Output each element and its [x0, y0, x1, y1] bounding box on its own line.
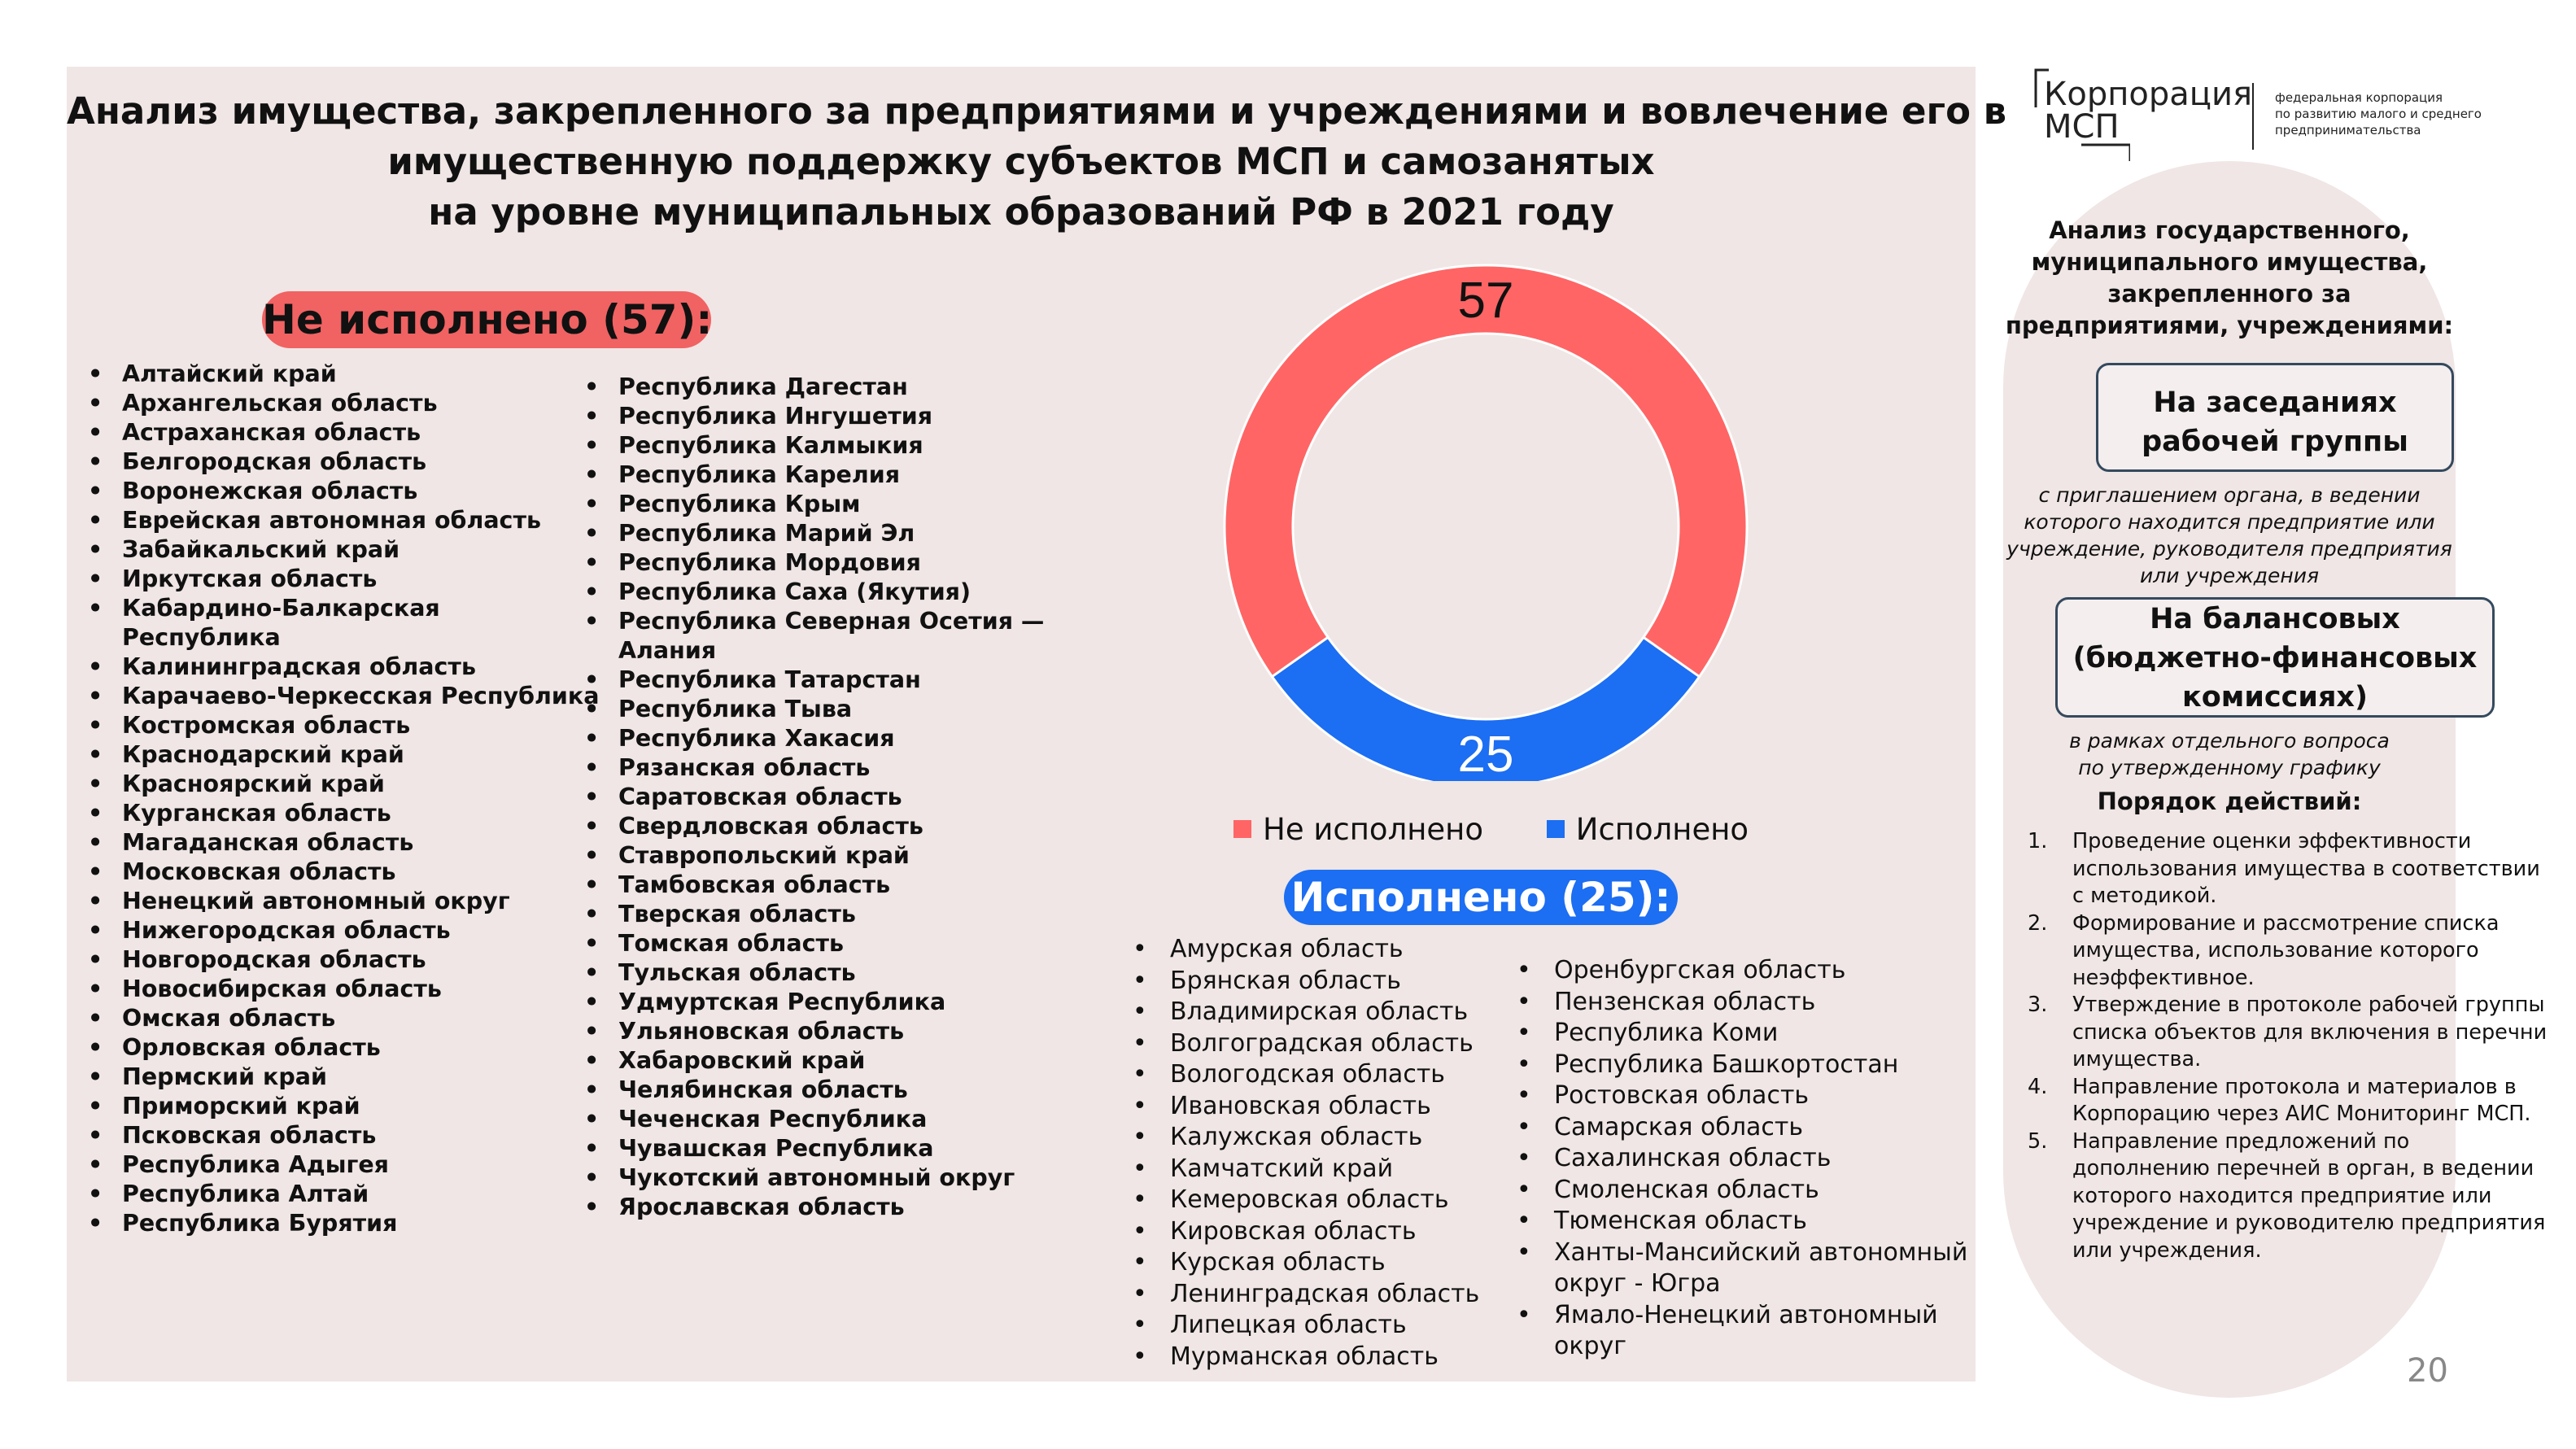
- logo-text: Корпорация МСП: [2044, 76, 2253, 146]
- region-list-item: • Пензенская область: [1517, 987, 1967, 1019]
- region-list-item: • Республика Бурятия: [86, 1209, 599, 1238]
- region-list-item: • Кабардино-Балкарская Республика: [86, 594, 599, 652]
- legend-item-not-done: Не исполнено: [1233, 812, 1483, 847]
- region-list-item: • Самарская область: [1517, 1112, 1967, 1144]
- region-list-item: • Республика Тыва: [583, 695, 1044, 724]
- region-list-item: • Томская область: [583, 929, 1044, 958]
- step-number: 3.: [2028, 993, 2048, 1017]
- donut-label-not-done: 57: [1457, 273, 1514, 329]
- step-number: 1.: [2028, 829, 2048, 853]
- region-list-item: • Владимирская область: [1133, 997, 1479, 1028]
- not-done-list-col1: [86, 360, 599, 1238]
- step-text: Направление предложений по дополнению перечней в орган, в ведении которого находится предприятие или учреждение и руководителю предприятия или учреждения.: [2072, 1128, 2546, 1263]
- region-list-item: • Республика Татарстан: [583, 666, 1044, 695]
- region-list-item: • Республика Марий Эл: [583, 519, 1044, 548]
- region-list-item: • Тамбовская область: [583, 871, 1044, 900]
- region-list-item: • Карачаево-Черкесская Республика: [86, 682, 599, 711]
- region-list-item: • Ставропольский край: [583, 841, 1044, 871]
- region-list-item: • Иркутская область: [86, 565, 599, 594]
- region-list-item: • Чувашская Республика: [583, 1134, 1044, 1163]
- region-list-item: • Чукотский автономный округ: [583, 1163, 1044, 1193]
- region-list-item: • Удмуртская Республика: [583, 988, 1044, 1017]
- legend-item-done: Исполнено: [1547, 812, 1749, 847]
- region-list-item: • Рязанская область: [583, 753, 1044, 783]
- region-list-item: • Калужская область: [1133, 1122, 1479, 1154]
- region-list-item: • Республика Ингушетия: [583, 402, 1044, 431]
- order-title: Порядок действий:: [2097, 788, 2362, 815]
- region-list-item: • Омская область: [86, 1004, 599, 1033]
- region-list-item: • Костромская область: [86, 711, 599, 740]
- action-step: [2028, 1128, 2548, 1265]
- region-list-item: • Ивановская область: [1133, 1091, 1479, 1123]
- action-step: [2028, 828, 2548, 910]
- region-list-item: • Свердловская область: [583, 812, 1044, 841]
- region-list-item: • Архангельская область: [86, 389, 599, 418]
- step-number: 2.: [2028, 910, 2048, 936]
- region-list-item: • Забайкальский край: [86, 535, 599, 565]
- working-group-box: На заседаниях рабочей группы: [2096, 363, 2454, 472]
- balance-commission-note: в рамках отдельного вопроса по утвержденному графику: [2069, 729, 2390, 779]
- region-list-item: • Ненецкий автономный округ: [86, 887, 599, 916]
- region-list-item: • Смоленская область: [1517, 1175, 1967, 1207]
- region-list-item: • Республика Коми: [1517, 1018, 1967, 1050]
- step-text: Проведение оценки эффективности использования имущества в соответствии с методикой.: [2072, 829, 2540, 908]
- region-list-item: • Ханты-Мансийский автономный округ - Югра: [1517, 1237, 1967, 1300]
- not-done-label: Не исполнено (57):: [262, 291, 711, 348]
- chart-legend: [1233, 812, 1802, 847]
- region-list-item: • Хабаровский край: [583, 1046, 1044, 1076]
- region-list-item: • Челябинская область: [583, 1076, 1044, 1105]
- legend-swatch-done: [1547, 820, 1565, 838]
- step-text: Направление протокола и материалов в Корпорацию через АИС Мониторинг МСП.: [2072, 1074, 2531, 1126]
- logo-divider: [2252, 83, 2254, 150]
- action-step: [2028, 992, 2548, 1074]
- sidebar-title: Анализ государственного, муниципального имущества, закрепленного за предприятиями, учреждениями:: [2005, 216, 2454, 339]
- region-list-item: • Курская область: [1133, 1247, 1479, 1279]
- working-group-note: с приглашением органа, в ведении которого находится предприятие или учреждение, руководителя предприятия или учреждения: [2006, 483, 2452, 587]
- region-list-item: • Республика Северная Осетия — Алания: [583, 607, 1044, 666]
- done-list-col2: [1517, 955, 1967, 1363]
- page-number: 20: [2407, 1352, 2448, 1390]
- region-list-item: • Белгородская область: [86, 447, 599, 477]
- region-list-item: • Алтайский край: [86, 360, 599, 389]
- region-list-item: • Тверская область: [583, 900, 1044, 929]
- region-list-item: • Тульская область: [583, 958, 1044, 988]
- region-list-item: • Республика Башкортостан: [1517, 1050, 1967, 1081]
- region-list-item: • Ульяновская область: [583, 1017, 1044, 1046]
- region-list-item: • Республика Алтай: [86, 1180, 599, 1209]
- region-list-item: • Республика Крым: [583, 490, 1044, 519]
- region-list-item: • Приморский край: [86, 1092, 599, 1121]
- region-list-item: • Ленинградская область: [1133, 1279, 1479, 1311]
- legend-swatch-not-done: [1233, 820, 1251, 838]
- action-step: [2028, 910, 2548, 993]
- region-list-item: • Курганская область: [86, 799, 599, 828]
- region-list-item: • Брянская область: [1133, 966, 1479, 997]
- done-label: Исполнено (25):: [1284, 870, 1678, 925]
- region-list-item: • Калининградская область: [86, 652, 599, 682]
- donut-chart: [1204, 244, 1774, 781]
- region-list-item: • Республика Калмыкия: [583, 431, 1044, 460]
- region-list-item: • Волгоградская область: [1133, 1028, 1479, 1060]
- region-list-item: • Астраханская область: [86, 418, 599, 447]
- region-list-item: • Магаданская область: [86, 828, 599, 858]
- region-list-item: • Ростовская область: [1517, 1080, 1967, 1112]
- region-list-item: • Еврейская автономная область: [86, 506, 599, 535]
- donut-label-done: 25: [1457, 727, 1514, 781]
- region-list-item: • Республика Адыгея: [86, 1150, 599, 1180]
- region-list-item: • Новгородская область: [86, 945, 599, 975]
- region-list-item: • Орловская область: [86, 1033, 599, 1063]
- region-list-item: • Сахалинская область: [1517, 1143, 1967, 1175]
- region-list-item: • Новосибирская область: [86, 975, 599, 1004]
- step-text: Утверждение в протоколе рабочей группы списка объектов для включения в перечни имущества.: [2072, 993, 2548, 1071]
- action-steps: [2028, 828, 2548, 1264]
- region-list-item: • Псковская область: [86, 1121, 599, 1150]
- step-number: 4.: [2028, 1074, 2048, 1099]
- logo-subtitle: федеральная корпорация по развитию малого и среднего предпринимательства: [2275, 90, 2482, 137]
- region-list-item: • Вологодская область: [1133, 1059, 1479, 1091]
- region-list-item: • Кировская область: [1133, 1216, 1479, 1248]
- region-list-item: • Республика Саха (Якутия): [583, 578, 1044, 607]
- page-title: Анализ имущества, закрепленного за предприятиями и учреждениями и вовлечение его в имущественную поддержку субъектов МСП и самозанятых на уровне муниципальных образований РФ в 2021 году: [67, 89, 2007, 233]
- region-list-item: • Воронежская область: [86, 477, 599, 506]
- balance-commission-box: На балансовых (бюджетно-финансовых комиссиях): [2055, 597, 2495, 718]
- action-step: [2028, 1074, 2548, 1128]
- region-list-item: • Чеченская Республика: [583, 1105, 1044, 1134]
- region-list-item: • Пермский край: [86, 1063, 599, 1092]
- region-list-item: • Ярославская область: [583, 1193, 1044, 1222]
- step-number: 5.: [2028, 1128, 2048, 1154]
- region-list-item: • Кемеровская область: [1133, 1185, 1479, 1216]
- region-list-item: • Красноярский край: [86, 770, 599, 799]
- region-list-item: • Краснодарский край: [86, 740, 599, 770]
- region-list-item: • Липецкая область: [1133, 1310, 1479, 1342]
- region-list-item: • Республика Хакасия: [583, 724, 1044, 753]
- done-list-col1: [1133, 934, 1479, 1373]
- region-list-item: • Мурманская область: [1133, 1342, 1479, 1373]
- region-list-item: • Республика Мордовия: [583, 548, 1044, 578]
- region-list-item: • Оренбургская область: [1517, 955, 1967, 987]
- region-list-item: • Республика Дагестан: [583, 373, 1044, 402]
- region-list-item: • Московская область: [86, 858, 599, 887]
- region-list-item: • Ямало-Ненецкий автономный округ: [1517, 1300, 1967, 1363]
- region-list-item: • Камчатский край: [1133, 1154, 1479, 1185]
- region-list-item: • Саратовская область: [583, 783, 1044, 812]
- region-list-item: • Нижегородская область: [86, 916, 599, 945]
- not-done-list-col2: [583, 373, 1044, 1222]
- region-list-item: • Республика Карелия: [583, 460, 1044, 490]
- region-list-item: • Тюменская область: [1517, 1206, 1967, 1237]
- region-list-item: • Амурская область: [1133, 934, 1479, 966]
- step-text: Формирование и рассмотрение списка имущества, использование которого неэффективное.: [2072, 910, 2500, 990]
